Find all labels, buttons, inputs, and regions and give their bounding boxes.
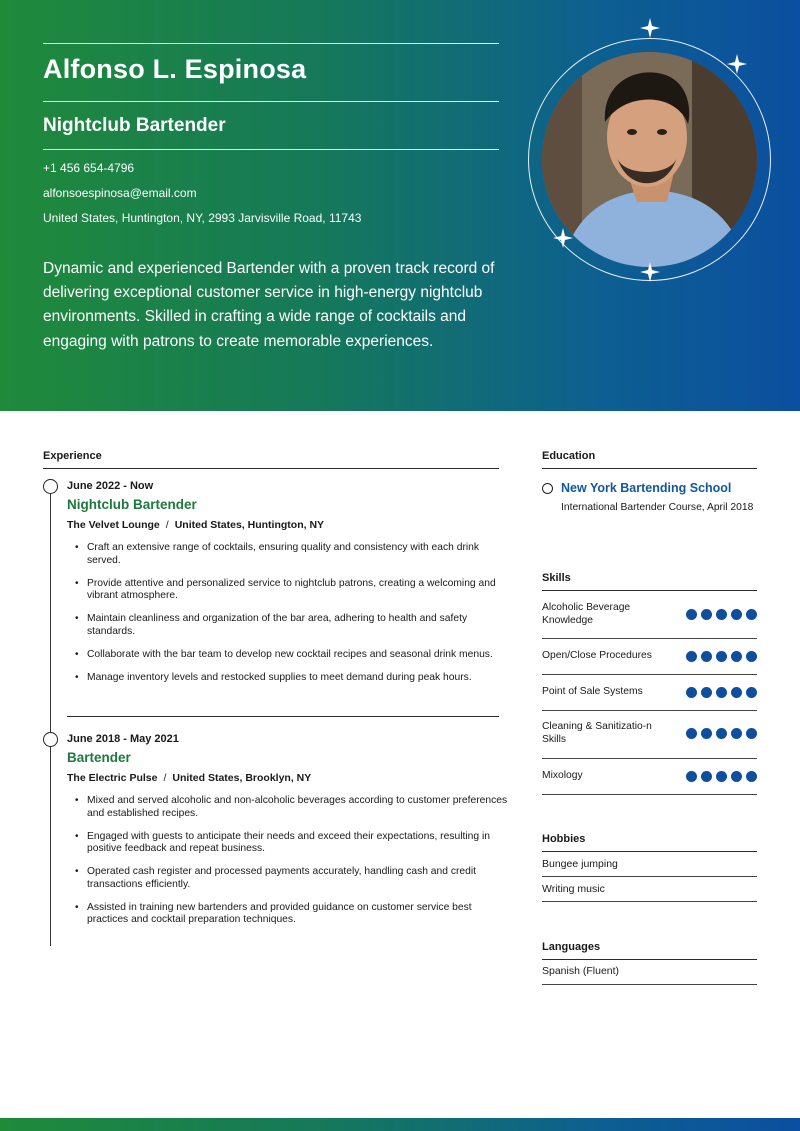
hobbies-heading: Hobbies: [542, 833, 586, 845]
job-bullets: [75, 542, 511, 695]
bullet-item: • Maintain cleanliness and organization of the bar area, adhering to health and safety standards.: [75, 613, 511, 638]
header-divider: [43, 101, 499, 102]
email-address[interactable]: alfonsoespinosa@email.com: [43, 186, 197, 200]
skill-dot: [716, 728, 728, 740]
section-rule: [542, 851, 757, 852]
skills-heading: Skills: [542, 572, 571, 584]
company-location: United States, Brooklyn, NY: [172, 772, 312, 784]
skill-dot: [686, 771, 698, 783]
education-marker: [542, 483, 553, 494]
skill-rating: [686, 609, 758, 621]
profile-photo: [542, 52, 757, 267]
professional-summary: Dynamic and experienced Bartender with a proven track record of delivering exceptional customer service in high-energy nightclub environments. Skilled in crafting a wide range of cocktails and engaging with patrons to create memorable experiences.: [43, 260, 495, 350]
school-name: New York Bartending School: [561, 481, 732, 495]
skill-dot: [686, 651, 698, 663]
skill-dot: [731, 687, 743, 699]
phone-number[interactable]: +1 456 654-4796: [43, 161, 135, 175]
company-separator: /: [163, 772, 167, 784]
skill-dot: [731, 609, 743, 621]
bullet-item: • Operated cash register and processed payments accurately, handling cash and credit transactions efficiently.: [75, 866, 511, 891]
skill-name: Point of Sale Systems: [542, 686, 643, 697]
skill-divider: [542, 638, 757, 639]
postal-address: United States, Huntington, NY, 2993 Jarvisville Road, 11743: [43, 211, 362, 225]
skill-dot: [746, 687, 758, 699]
job-dates: June 2022 - Now: [67, 480, 154, 492]
bullet-item: • Manage inventory levels and restocked supplies to meet demand during peak hours.: [75, 672, 511, 685]
company-location: United States, Huntington, NY: [174, 519, 325, 531]
job-dates: June 2018 - May 2021: [67, 733, 179, 745]
company-name: The Velvet Lounge: [67, 519, 160, 531]
job-company: [67, 772, 311, 784]
timeline-marker: [43, 479, 58, 494]
section-rule: [542, 468, 757, 469]
header-divider: [43, 149, 499, 150]
skill-dot: [716, 651, 728, 663]
job-title-headline: Nightclub Bartender: [43, 115, 226, 136]
skill-dot: [701, 651, 713, 663]
sparkle-icon: [553, 228, 573, 248]
languages-heading: Languages: [542, 941, 601, 953]
skill-dot: [701, 687, 713, 699]
skill-rating: [686, 728, 758, 740]
skill-dot: [746, 609, 758, 621]
skill-dot: [701, 728, 713, 740]
job-divider: [67, 716, 499, 717]
job-title: Nightclub Bartender: [67, 497, 197, 512]
bullet-item: • Assisted in training new bartenders and provided guidance on customer service best practices and cocktail preparation techniques.: [75, 902, 511, 927]
bullet-item: • Collaborate with the bar team to develop new cocktail recipes and seasonal drink menus.: [75, 649, 511, 662]
bullet-item: • Engaged with guests to anticipate their needs and exceed their expectations, resulting in positive feedback and repeat business.: [75, 831, 511, 856]
skill-dot: [731, 771, 743, 783]
skill-dot: [746, 771, 758, 783]
profile-photo-illustration: [542, 52, 757, 267]
language-divider: [542, 984, 757, 985]
bullet-item: • Mixed and served alcoholic and non-alcoholic beverages according to customer preferences and established recipes.: [75, 795, 511, 820]
skill-row: [542, 686, 757, 699]
company-separator: /: [165, 519, 169, 531]
hobby-item: Writing music: [542, 883, 605, 895]
skill-name: Mixology: [542, 770, 583, 781]
bullet-item: • Craft an extensive range of cocktails, ensuring quality and consistency with each drink served.: [75, 542, 511, 567]
job-bullets: [75, 795, 511, 937]
header-divider: [43, 43, 499, 44]
skill-divider: [542, 794, 757, 795]
skill-divider: [542, 710, 757, 711]
resume-header: [0, 0, 800, 411]
skill-dot: [701, 609, 713, 621]
skill-rating: [686, 651, 758, 663]
skill-dot: [686, 687, 698, 699]
section-rule: [542, 590, 757, 591]
language-item: Spanish (Fluent): [542, 965, 620, 977]
skill-dot: [731, 728, 743, 740]
experience-timeline: [50, 493, 51, 946]
skill-dot: [746, 651, 758, 663]
education-heading: Education: [542, 450, 596, 462]
skill-row: [542, 770, 757, 783]
skill-row: [542, 602, 757, 627]
skill-rating: [686, 771, 758, 783]
skill-dot: [716, 771, 728, 783]
skill-dot: [686, 728, 698, 740]
hobby-divider: [542, 876, 757, 877]
job-title: Bartender: [67, 750, 131, 765]
candidate-name: Alfonso L. Espinosa: [43, 54, 307, 84]
hobby-item: Bungee jumping: [542, 858, 618, 870]
degree: International Bartender Course, April 2018: [561, 502, 754, 513]
skill-row: [542, 650, 757, 663]
section-rule: [43, 468, 499, 469]
skill-name: Alcoholic Beverage Knowledge: [542, 602, 631, 626]
sparkle-icon: [727, 54, 747, 74]
skill-divider: [542, 674, 757, 675]
section-rule: [542, 959, 757, 960]
job-company: [67, 519, 324, 531]
skill-dot: [716, 687, 728, 699]
skill-row: [542, 721, 757, 746]
skill-name: Open/Close Procedures: [542, 650, 652, 661]
sparkle-icon: [640, 18, 660, 38]
skill-name: Cleaning & Sanitizatio-n Skills: [542, 721, 652, 745]
bullet-item: • Provide attentive and personalized service to nightclub patrons, creating a welcoming and vibrant atmosphere.: [75, 578, 511, 603]
skill-dot: [731, 651, 743, 663]
skill-dot: [701, 771, 713, 783]
skill-dot: [716, 609, 728, 621]
experience-heading: Experience: [43, 450, 102, 462]
hobby-divider: [542, 901, 757, 902]
skill-rating: [686, 687, 758, 699]
skill-divider: [542, 758, 757, 759]
timeline-marker: [43, 732, 58, 747]
skill-dot: [686, 609, 698, 621]
sparkle-icon: [640, 262, 660, 282]
skill-dot: [746, 728, 758, 740]
footer-bar: [0, 1118, 800, 1131]
company-name: The Electric Pulse: [67, 772, 158, 784]
